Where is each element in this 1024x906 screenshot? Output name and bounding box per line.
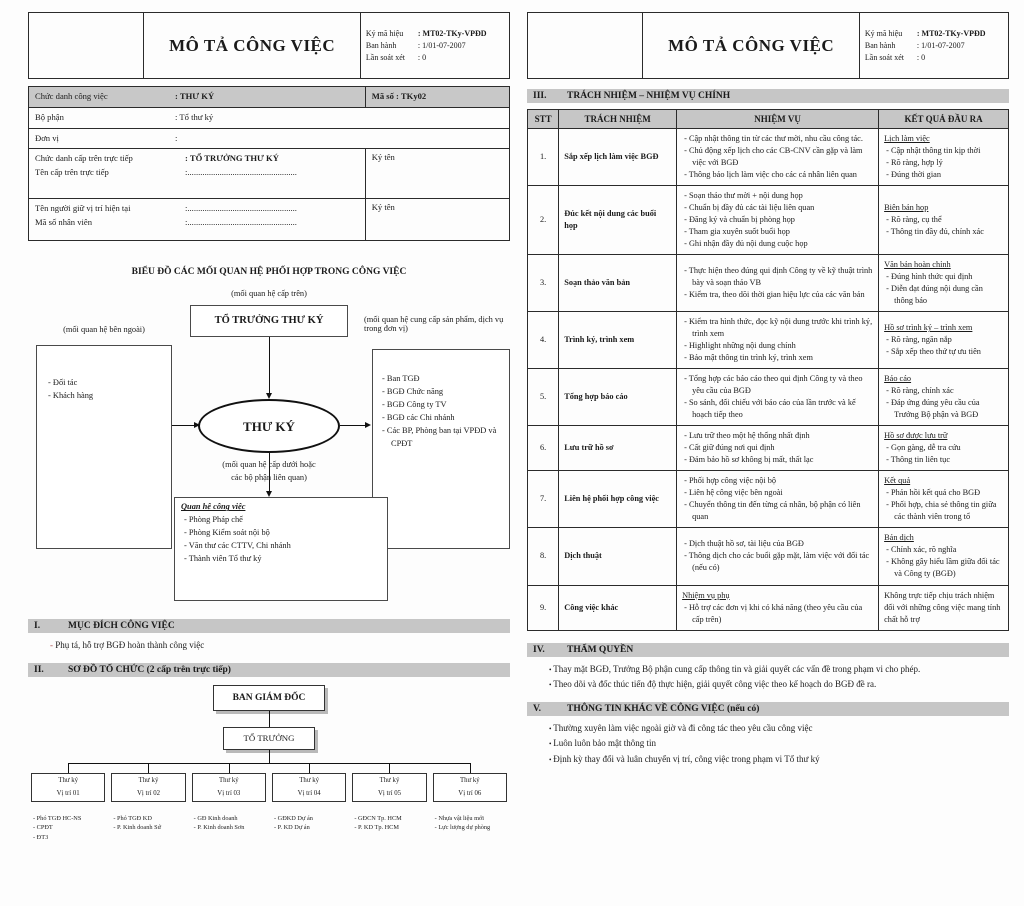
- row-number-cell: 4.: [528, 312, 559, 369]
- task-item: - Bảo mật thông tin trình ký, trình xem: [682, 352, 873, 364]
- org-position-number: Vị trí 04: [297, 789, 321, 797]
- task-item: - Đăng ký và chuẩn bị phòng họp: [682, 214, 873, 226]
- position-info-table: [28, 86, 510, 241]
- meta-value: : MT02-TKy-VPĐD: [417, 28, 487, 38]
- org-position-box: [192, 773, 266, 802]
- task-item: - Ghi nhận đầy đủ nội dung cuộc họp: [682, 238, 873, 250]
- table-row: [528, 471, 1009, 528]
- meta-value: : 1/01-07-2007: [417, 40, 466, 50]
- work-relation-item: - Văn thư các CTTV, Chi nhánh: [181, 539, 381, 552]
- org-chart: [28, 685, 510, 875]
- document-header-2: [527, 12, 1009, 79]
- result-item: - Gọn gàng, dễ tra cứu: [884, 442, 1003, 454]
- logo-cell-2: [528, 13, 643, 79]
- results-cell: [879, 186, 1009, 255]
- result-item: - Đáp ứng đúng yêu cầu của Trưởng Bộ phận và BGĐ: [884, 397, 1003, 421]
- result-title: Báo cáo: [884, 374, 912, 384]
- org-mid-box: TỔ TRƯỞNG: [223, 727, 315, 750]
- table-row: [528, 528, 1009, 585]
- responsibility-cell: Liên hệ phối hợp công việc: [559, 471, 677, 528]
- internal-relation-item: - Ban TGĐ: [379, 372, 506, 385]
- org-list-item: - P. KD Dự án: [272, 823, 346, 832]
- section-3-header: [527, 89, 1009, 103]
- result-item: - Cập nhật thông tin kịp thời: [884, 145, 1003, 157]
- connector-right: [340, 425, 365, 426]
- section-1-items: [28, 638, 510, 652]
- result-item: - Không gây hiểu lầm giữa đối tác và Công ty (BGĐ): [884, 556, 1003, 580]
- results-cell: [879, 129, 1009, 186]
- logo-cell: [29, 13, 144, 79]
- org-position-list: [433, 814, 507, 833]
- org-position-box: [272, 773, 346, 802]
- result-item: - Thông tin liên tục: [884, 454, 1003, 466]
- row-number-cell: 3.: [528, 255, 559, 312]
- org-root-box: BAN GIÁM ĐỐC: [213, 685, 325, 711]
- result-item: - Rõ ràng, cụ thể: [884, 214, 1003, 226]
- job-code-cell: [365, 87, 509, 108]
- responsibility-cell: Tổng hợp báo cáo: [559, 369, 677, 426]
- header-meta-line: [865, 52, 1003, 64]
- meta-label: Ban hành: [365, 40, 397, 50]
- org-list-item: - P. Kinh doanh Sứ: [111, 823, 185, 832]
- results-cell: [879, 585, 1009, 630]
- section-1-header: [28, 619, 510, 633]
- other-info-item: • Thường xuyên làm việc ngoài giờ và đi công tác theo yêu cầu công việc: [527, 721, 1009, 736]
- tasks-cell: [677, 255, 879, 312]
- org-position-number: Vị trí 01: [56, 789, 80, 797]
- org-position: [269, 773, 349, 842]
- result-item: - Thông tin đầy đủ, chính xác: [884, 226, 1003, 238]
- org-position-box: [433, 773, 507, 802]
- table-row: [528, 129, 1009, 186]
- diagram-top-box: TỔ TRƯỞNG THƯ KÝ: [190, 305, 348, 337]
- diagram-left-box: [36, 345, 172, 549]
- responsibilities-table: [527, 109, 1009, 631]
- internal-relation-item: - BGĐ các Chi nhánh: [379, 411, 506, 424]
- right-page: [527, 12, 1009, 771]
- unit-label: Đơn vị: [35, 132, 59, 143]
- result-item: - Đúng thời gian: [884, 169, 1003, 181]
- diagram-left-label: (mối quan hệ bên ngoài): [63, 325, 145, 335]
- diagram-right-label: (mối quan hệ cung cấp sản phẩm, dịch vụ trong đơn vị): [364, 315, 504, 334]
- task-item: - Kiểm tra hình thức, đọc kỹ nội dung trước khi trình ký, trình xem: [682, 316, 873, 340]
- results-cell: [879, 471, 1009, 528]
- task-item: - Đảm bảo hồ sơ không bị mất, thất lạc: [682, 454, 873, 466]
- org-list-item: - Lực lượng dự phòng: [433, 823, 507, 832]
- table-row: [528, 426, 1009, 471]
- org-position-number: Vị trí 06: [458, 789, 482, 797]
- holder-sign-cell: Ký tên: [365, 199, 509, 241]
- work-relations-title: Quan hệ công việc: [181, 502, 246, 512]
- meta-value: : 1/01-07-2007: [916, 40, 965, 50]
- org-position-role: Thư ký: [138, 776, 159, 784]
- section-1-number: I.: [34, 621, 41, 632]
- holder-name-label: Tên người giữ vị trí hiện tại: [35, 203, 131, 214]
- result-title: Kết quả: [884, 476, 911, 486]
- header-meta-line: [865, 28, 1003, 40]
- responsibility-cell: Đúc kết nội dung các buổi họp: [559, 186, 677, 255]
- task-item: - Tổng hợp các báo cáo theo qui định Công ty và theo yêu cầu của BGĐ: [682, 373, 873, 397]
- task-item: - Highlight những nội dung chính: [682, 340, 873, 352]
- org-position: [28, 773, 108, 842]
- col-header-result: KẾT QUẢ ĐẦU RA: [879, 110, 1009, 129]
- section-3-number: III.: [533, 91, 547, 101]
- org-position-role: Thư ký: [299, 776, 320, 784]
- document-title: MÔ TẢ CÔNG VIỆC: [144, 13, 360, 79]
- internal-relation-item: - BGĐ Chức năng: [379, 385, 506, 398]
- supervisor-cell: [29, 149, 366, 199]
- org-list-item: - ĐT3: [31, 833, 105, 842]
- other-info-item: • Luôn luôn bảo mật thông tin: [527, 736, 1009, 751]
- tasks-cell: [677, 426, 879, 471]
- task-item: - Hỗ trợ các đơn vị khi có khả năng (theo yêu cầu của cấp trên): [682, 602, 873, 626]
- supervisor-title-label: Chức danh cấp trên trực tiếp: [35, 153, 133, 164]
- meta-label: Ký mã hiệu: [365, 28, 404, 38]
- org-position: [189, 773, 269, 842]
- result-item: - Phối hợp, chia sẻ thông tin giữa các thành viên trong tổ: [884, 499, 1003, 523]
- section-5-header: [527, 702, 1009, 716]
- diagram-bottom-label: [28, 459, 510, 484]
- task-item: - Liên hệ công việc bên ngoài: [682, 487, 873, 499]
- tasks-cell: [677, 369, 879, 426]
- responsibility-cell: Lưu trữ hồ sơ: [559, 426, 677, 471]
- section-2-number: II.: [34, 664, 44, 675]
- task-item: - Dịch thuật hồ sơ, tài liệu của BGĐ: [682, 538, 873, 550]
- bottom-label-line1: (mối quan hệ cấp dưới hoặc: [222, 460, 316, 470]
- result-item: - Đúng hình thức qui định: [884, 271, 1003, 283]
- org-position-role: Thư ký: [459, 776, 480, 784]
- responsibility-cell: Trình ký, trình xem: [559, 312, 677, 369]
- job-title-value: : THƯ KÝ: [175, 91, 215, 101]
- diagram-title: BIỂU ĐỒ CÁC MỐI QUAN HỆ PHỐI HỢP TRONG CÔNG VIỆC: [131, 267, 407, 278]
- result-item: - Phản hồi kết quả cho BGĐ: [884, 487, 1003, 499]
- work-relation-item: - Thành viên Tổ thư ký: [181, 552, 381, 565]
- org-connector-2: [269, 750, 270, 763]
- employee-code-label: Mã số nhân viên: [35, 217, 93, 227]
- meta-label: Ban hành: [864, 40, 896, 50]
- header-meta-line: [366, 52, 504, 64]
- section-5-number: V.: [533, 704, 542, 715]
- external-relation-item: - Khách hàng: [45, 389, 167, 402]
- task-item: - Thực hiện theo đúng qui định Công ty về kỹ thuật trình bày và soạn thảo VB: [682, 265, 873, 289]
- tasks-cell: [677, 129, 879, 186]
- responsibility-cell: Sắp xếp lịch làm việc BGĐ: [559, 129, 677, 186]
- org-list-item: - P. Kinh doanh Sơn: [192, 823, 266, 832]
- supervisor-name-label: Tên cấp trên trực tiếp: [35, 167, 109, 177]
- work-relation-item: - Phòng Pháp chế: [181, 513, 381, 526]
- tasks-cell: [677, 528, 879, 585]
- section-2-header: [28, 663, 510, 677]
- job-code-value: Mã số : TKy02: [371, 91, 427, 101]
- section-4-title: THẨM QUYỀN: [567, 644, 634, 655]
- task-item: - Chuẩn bị đầy đủ các tài liệu liên quan: [682, 202, 873, 214]
- bottom-label-line2: các bộ phận liên quan): [231, 472, 307, 482]
- org-position: [108, 773, 188, 842]
- org-position-list: [31, 814, 105, 842]
- row-number-cell: 9.: [528, 585, 559, 630]
- org-list-item: - P. KD Tp. HCM: [352, 823, 426, 832]
- tasks-cell: [677, 312, 879, 369]
- table-row: [528, 369, 1009, 426]
- result-text: Không trực tiếp chịu trách nhiệm đối với những công việc mang tính chất hỗ trợ: [884, 590, 1001, 624]
- result-item: - Rõ ràng, hợp lý: [884, 157, 1003, 169]
- responsibilities-table-header-row: [528, 110, 1009, 129]
- org-list-item: - GĐ Kinh doanh: [192, 814, 266, 823]
- task-item: - Thông báo lịch làm việc cho các cá nhân liên quan: [682, 169, 873, 181]
- document-title-2: MÔ TẢ CÔNG VIỆC: [643, 13, 859, 79]
- responsibility-cell: Soạn thảo văn bản: [559, 255, 677, 312]
- result-item: - Rõ ràng, chính xác: [884, 385, 1003, 397]
- tasks-cell: [677, 471, 879, 528]
- org-position-list: [192, 814, 266, 833]
- section-5-items: [527, 721, 1009, 767]
- internal-relation-item: - BGĐ Công ty TV: [379, 398, 506, 411]
- responsibility-cell: Công việc khác: [559, 585, 677, 630]
- org-position-number: Vị trí 05: [377, 789, 401, 797]
- header-meta-line: [865, 40, 1003, 52]
- org-bus-line: [68, 763, 470, 764]
- org-list-item: - Phó TGĐ KD: [111, 814, 185, 823]
- org-position-box: [352, 773, 426, 802]
- results-cell: [879, 426, 1009, 471]
- org-list-item: - Nhựa vật liệu mới: [433, 814, 507, 823]
- left-page: [28, 12, 510, 875]
- result-title: Hồ sơ được lưu trữ: [884, 431, 948, 441]
- meta-value: : 0: [417, 52, 427, 62]
- table-row: [528, 255, 1009, 312]
- diagram-bottom-box: [174, 497, 388, 601]
- internal-relation-item: - Các BP, Phòng ban tại VPĐD và CPĐT: [379, 424, 506, 450]
- org-positions: [28, 773, 510, 842]
- task-item: - Chủ động xếp lịch cho các CB-CNV cần gặp và làm việc với BGĐ: [682, 145, 873, 169]
- holder-name-dots: :...................................................: [185, 203, 297, 214]
- external-relation-item: - Đối tác: [45, 376, 167, 389]
- task-item: - Kiểm tra, theo dõi thời gian hiệu lực của các văn bản: [682, 289, 873, 301]
- relationship-diagram: [28, 267, 510, 609]
- resp-table-body: [528, 129, 1009, 631]
- task-item: - Tham gia xuyên suốt buổi họp: [682, 226, 873, 238]
- org-list-item: - GĐKD Dự án: [272, 814, 346, 823]
- col-header-stt: STT: [528, 110, 559, 129]
- meta-label: Lần soát xét: [365, 52, 405, 62]
- org-position-number: Vị trí 03: [217, 789, 241, 797]
- org-position-list: [111, 814, 185, 833]
- row-number-cell: 8.: [528, 528, 559, 585]
- row-number-cell: 5.: [528, 369, 559, 426]
- other-info-item: • Định kỳ thay đổi và luân chuyển vị trí, công việc trong phạm vi Tổ thư ký: [527, 752, 1009, 767]
- org-position-number: Vị trí 02: [136, 789, 161, 797]
- org-position-role: Thư ký: [379, 776, 400, 784]
- result-item: - Chính xác, rõ nghĩa: [884, 544, 1003, 556]
- job-title-cell: [29, 87, 366, 108]
- section-3-title: TRÁCH NHIỆM – NHIỆM VỤ CHÍNH: [567, 91, 731, 101]
- org-position-box: [111, 773, 185, 802]
- meta-label: Lần soát xét: [864, 52, 904, 62]
- unit-value: :: [175, 132, 178, 143]
- org-list-item: - CPĐT: [31, 823, 105, 832]
- authority-item: • Theo dõi và đốc thúc tiến độ thực hiện, giải quyết công việc theo kế hoạch do BGĐ đề ra.: [527, 677, 1009, 692]
- work-relation-item: - Phòng Kiểm soát nội bộ: [181, 526, 381, 539]
- task-item: - So sánh, đối chiếu với báo cáo của lần trước và kế hoạch tiếp theo: [682, 397, 873, 421]
- header-meta-2: [859, 13, 1008, 79]
- results-cell: [879, 255, 1009, 312]
- responsibility-cell: Dịch thuật: [559, 528, 677, 585]
- task-item: - Chuyển thông tin đến từng cá nhân, bộ phận có liên quan: [682, 499, 873, 523]
- row-number-cell: 6.: [528, 426, 559, 471]
- section-4-header: [527, 643, 1009, 657]
- org-connector-1: [269, 711, 270, 727]
- tasks-cell: [677, 186, 879, 255]
- org-list-item: - GĐCN Tp. HCM: [352, 814, 426, 823]
- supervisor-sign-cell: Ký tên: [365, 149, 509, 199]
- work-relations-list: [181, 513, 381, 565]
- org-position-box: [31, 773, 105, 802]
- org-position-list: [352, 814, 426, 833]
- table-row: [528, 585, 1009, 630]
- header-meta-line: [366, 40, 504, 52]
- result-item: - Diễn đạt đúng nội dung cần thông báo: [884, 283, 1003, 307]
- results-cell: [879, 369, 1009, 426]
- meta-value: : MT02-TKy-VPĐD: [916, 28, 986, 38]
- tasks-cell: [677, 585, 879, 630]
- unit-cell: [29, 128, 510, 149]
- document-header: [28, 12, 510, 79]
- section-1-title: MỤC ĐÍCH CÔNG VIỆC: [68, 621, 175, 632]
- result-title: Bản dịch: [884, 533, 914, 543]
- org-list-item: - Phó TGĐ HC-NS: [31, 814, 105, 823]
- diagram-top-label: (mối quan hệ cấp trên): [231, 289, 307, 299]
- org-position: [349, 773, 429, 842]
- task-item: - Lưu trữ theo một hệ thống nhất định: [682, 430, 873, 442]
- org-position-role: Thư ký: [218, 776, 239, 784]
- department-cell: [29, 107, 510, 128]
- result-title: Lịch làm việc: [884, 134, 930, 143]
- tasks-title: Nhiệm vụ phụ: [682, 590, 730, 600]
- result-title: Biên bản họp: [884, 203, 929, 213]
- results-cell: [879, 528, 1009, 585]
- purpose-item: - Phụ tá, hỗ trợ BGĐ hoàn thành công việc: [28, 638, 510, 652]
- task-item: - Cập nhật thông tin từ các thư mời, nhu cầu công tác.: [682, 133, 873, 145]
- authority-item: • Thay mặt BGĐ, Trưởng Bộ phận cung cấp thông tin và giải quyết các vấn đề trong phạm vi cho phép.: [527, 662, 1009, 677]
- row-number-cell: 2.: [528, 186, 559, 255]
- employee-code-dots: :...................................................: [185, 217, 297, 227]
- department-value: : Tổ thư ký: [175, 111, 214, 122]
- section-4-number: IV.: [533, 644, 545, 655]
- results-cell: [879, 312, 1009, 369]
- result-item: - Rõ ràng, ngăn nắp: [884, 334, 1003, 346]
- diagram-right-box: [372, 349, 510, 549]
- row-number-cell: 7.: [528, 471, 559, 528]
- col-header-responsibility: TRÁCH NHIỆM: [559, 110, 677, 129]
- table-row: [528, 312, 1009, 369]
- connector-top: [269, 337, 270, 395]
- meta-value: : 0: [916, 52, 926, 62]
- diagram-center-ellipse: THƯ KÝ: [198, 399, 340, 453]
- org-position-role: Thư ký: [58, 776, 79, 784]
- supervisor-title-value: : TỔ TRƯỞNG THƯ KÝ: [185, 153, 279, 164]
- task-item: - Soạn thảo thư mời + nội dung họp: [682, 190, 873, 202]
- meta-label: Ký mã hiệu: [864, 28, 903, 38]
- org-position-list: [272, 814, 346, 833]
- department-label: Bộ phận: [35, 111, 64, 122]
- header-meta-line: [366, 28, 504, 40]
- header-meta: [360, 13, 509, 79]
- row-number-cell: 1.: [528, 129, 559, 186]
- supervisor-name-dots: :...................................................: [185, 167, 297, 177]
- arrowhead-right: [365, 422, 371, 428]
- task-item: - Cất giữ đúng nơi qui định: [682, 442, 873, 454]
- job-title-label: Chức danh công việc: [35, 91, 108, 101]
- result-item: - Sắp xếp theo thứ tự ưu tiên: [884, 346, 1003, 358]
- section-5-title: THÔNG TIN KHÁC VỀ CÔNG VIỆC (nếu có): [567, 704, 760, 715]
- col-header-task: NHIỆM VỤ: [677, 110, 879, 129]
- task-item: - Thông dịch cho các buổi gặp mặt, làm việc với đối tác (nếu có): [682, 550, 873, 574]
- table-row: [528, 186, 1009, 255]
- section-2-title: SƠ ĐỒ TỔ CHỨC (2 cấp trên trực tiếp): [68, 664, 231, 675]
- task-item: - Phối hợp công việc nội bộ: [682, 475, 873, 487]
- connector-left: [172, 425, 194, 426]
- section-4-items: [527, 662, 1009, 693]
- result-title: Hồ sơ trình ký – trình xem: [884, 323, 973, 333]
- holder-cell: [29, 199, 366, 241]
- result-title: Văn bản hoàn chỉnh: [884, 260, 951, 270]
- org-position: [430, 773, 510, 842]
